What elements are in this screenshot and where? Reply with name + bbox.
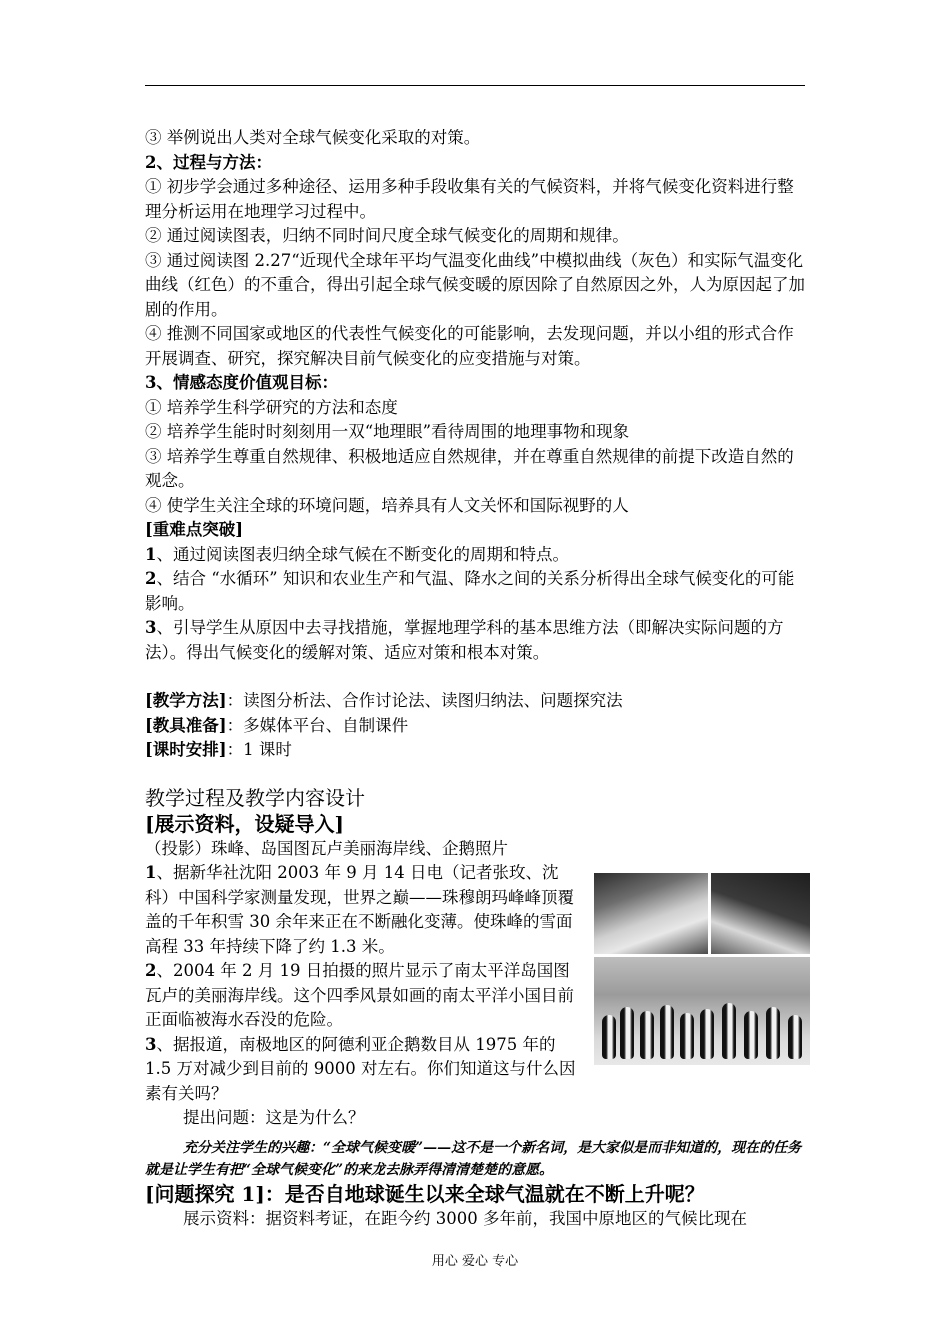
- design-title: 教学过程及教学内容设计: [145, 785, 365, 810]
- process-item: ④ 推测不同国家或地区的代表性气候变化的可能影响，去发现问题，并以小组的形式合作开展调查、研究，探究解决目前气候变化的应变措施与对策。: [145, 324, 794, 368]
- page-footer: 用心 爱心 专心: [431, 1254, 519, 1269]
- penguin-shape: [722, 1003, 736, 1059]
- projection-line: （投影）珠峰、岛国图瓦卢美丽海岸线、企鹅照片: [145, 838, 508, 858]
- news-text: 、据新华社沈阳 2003 年 9 月 14 日电（记者张玫、沈科）中国科学家测量发现，世界之巅——珠穆朗玛峰峰顶覆盖的千年积雪 30 余年来正在不断融化变薄。使珠峰的雪面高程 33 年持续下降了约 1.3 米。: [145, 863, 574, 956]
- attitude-heading: 3、情感态度价值观目标：: [145, 373, 338, 392]
- penguin-shape: [620, 1007, 634, 1059]
- photo-collage: [594, 873, 810, 1065]
- teacher-note: [145, 1137, 810, 1181]
- penguin-shape: [660, 1005, 674, 1059]
- key-points-heading: [重难点突破]: [145, 520, 244, 539]
- key-point-number: 1: [145, 544, 157, 564]
- news-number: 1: [145, 863, 157, 882]
- note-text: ：“全球气候变暖”——这不是一个新名词，是大家似是而非知道的，现在的任务就是让学生有把“全球气候变化”的来龙去脉弄得清清楚楚的意愿。: [145, 1139, 802, 1178]
- header-rule: [145, 85, 805, 86]
- tools-line: [145, 714, 810, 739]
- key-point-number: 2: [145, 569, 157, 588]
- tuvalu-coastline-photo: [711, 873, 810, 954]
- spacer: [145, 763, 810, 785]
- key-point-text: 、结合 “水循环” 知识和农业生产和气温、降水之间的关系分析得出全球气候变化的可能影响。: [145, 569, 795, 613]
- key-point-item: [145, 616, 810, 665]
- key-point-text: 、引导学生从原因中去寻找措施，掌握地理学科的基本思维方法（即解决实际问题的方法）。得出气候变化的缓解对策、适应对策和根本对策。: [145, 618, 784, 662]
- penguin-shape: [744, 1011, 758, 1059]
- news-number: 3: [145, 1034, 157, 1054]
- method-text: ：读图分析法、合作讨论法、读图归纳法、问题探究法: [226, 691, 623, 710]
- time-line: [145, 738, 810, 763]
- everest-photo: [594, 873, 708, 954]
- process-item: ③ 通过阅读图 2.27“近现代全球年平均气温变化曲线”中模拟曲线（灰色）和实际气温变化曲线（红色）的不重合，得出引起全球气候变暖的原因除了自然原因之外，人为原因起了加剧的作用。: [145, 250, 805, 319]
- process-heading: 2、过程与方法：: [145, 152, 272, 172]
- attitude-item: ② 培养学生能时时刻刻用一双“地理眼”看待周围的地理事物和现象: [145, 422, 630, 441]
- method-label: [教学方法]: [145, 691, 227, 710]
- process-item: ① 初步学会通过多种途径、运用多种手段收集有关的气候资料，并将气候变化资料进行整理分析运用在地理学习过程中。: [145, 177, 794, 221]
- penguins-photo: [594, 957, 810, 1065]
- intro-heading: [展示资料，设疑导入]: [145, 811, 344, 836]
- penguin-shape: [788, 1015, 802, 1059]
- attitude-item: ③ 培养学生尊重自然规律、积极地适应自然规律，并在尊重自然规律的前提下改造自然的观念。: [145, 446, 794, 490]
- method-line: [145, 689, 810, 714]
- tools-text: ：多媒体平台、自制课件: [226, 715, 409, 735]
- penguin-shape: [640, 1011, 654, 1059]
- question-line: 提出问题：这是为什么？: [183, 1108, 365, 1127]
- time-label: [课时安排]: [145, 740, 227, 759]
- process-item: ② 通过阅读图表，归纳不同时间尺度全球气候变化的周期和规律。: [145, 226, 629, 245]
- penguin-shape: [700, 1009, 714, 1059]
- news-text: 、2004 年 2 月 19 日拍摄的照片显示了南太平洋岛国图瓦卢的美丽海岸线。这个四季风景如画的南太平洋小国目前正面临被海水吞没的危险。: [145, 961, 574, 1029]
- news-text: 、据报道，南极地区的阿德利亚企鹅数目从 1975 年的 1.5 万对减少到目前的 9000 对左右。你们知道这与什么因素有关吗？: [145, 1034, 576, 1103]
- inquiry-heading: [问题探究 1]：是否自地球诞生以来全球气温就在不断上升呢？: [145, 1181, 705, 1206]
- penguin-shape: [680, 1013, 694, 1059]
- spacer: [145, 665, 810, 689]
- note-lead: 充分关注学生的兴趣: [183, 1139, 309, 1156]
- penguin-shape: [766, 1007, 780, 1059]
- inquiry-text: 展示资料：据资料考证，在距今约 3000 多年前，我国中原地区的气候比现在: [183, 1208, 747, 1228]
- news-number: 2: [145, 961, 157, 980]
- key-point-item: [145, 543, 810, 568]
- key-point-text: 、通过阅读图表归纳全球气候在不断变化的周期和特点。: [156, 544, 569, 564]
- attitude-item: ④ 使学生关注全球的环境问题，培养具有人文关怀和国际视野的人: [145, 495, 629, 515]
- tools-label: [教具准备]: [145, 715, 227, 735]
- key-point-item: [145, 567, 810, 616]
- attitude-item: ① 培养学生科学研究的方法和态度: [145, 397, 398, 417]
- document-body: [145, 126, 810, 1231]
- time-text: ：1 课时: [226, 740, 292, 759]
- penguin-shape: [602, 1015, 616, 1059]
- key-point-number: 3: [145, 618, 157, 637]
- objective-item: ③ 举例说出人类对全球气候变化采取的对策。: [145, 128, 481, 147]
